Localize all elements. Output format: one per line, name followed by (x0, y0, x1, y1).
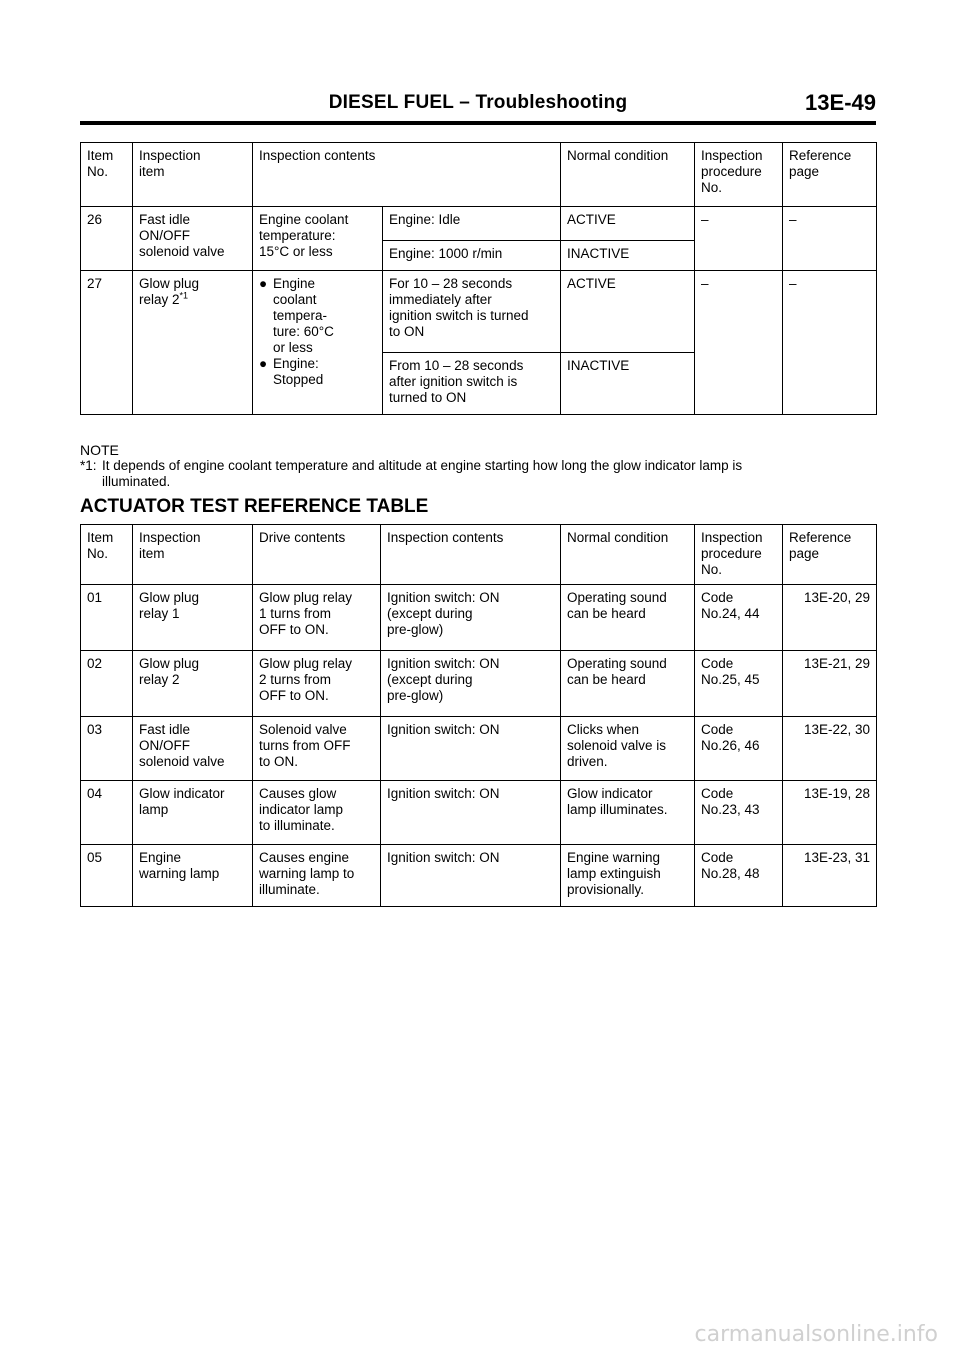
cell-reference: 13E-22, 30 (783, 717, 877, 781)
bullet-icon: ● (259, 276, 268, 291)
cell-procedure: – (695, 207, 783, 271)
table-row (81, 271, 877, 353)
page-title: DIESEL FUEL – Troubleshooting (328, 92, 628, 113)
table-header-row (81, 143, 877, 207)
cell-normal-condition: Operating sound can be heard (561, 585, 695, 651)
cell-reference: 13E-19, 28 (783, 781, 877, 845)
cell-procedure: Code No.24, 44 (695, 585, 783, 651)
cell-inspection-item (133, 271, 253, 415)
cell-normal: INACTIVE (561, 353, 695, 415)
header-inspection-contents: Inspection contents (253, 143, 561, 207)
header-inspection-contents: Inspection contents (381, 525, 561, 585)
condition-bullet (259, 276, 376, 356)
note-mark: *1: (80, 458, 97, 473)
header-drive-contents: Drive contents (253, 525, 381, 585)
cell-inspection-item: Glow indicator lamp (133, 781, 253, 845)
header-rule (80, 121, 876, 125)
cell-procedure: Code No.25, 45 (695, 651, 783, 717)
cell-item-no: 04 (81, 781, 133, 845)
cell-item-no: 05 (81, 845, 133, 907)
note-label: NOTE (80, 442, 119, 458)
cell-normal: ACTIVE (561, 207, 695, 241)
cell-normal-condition: Operating sound can be heard (561, 651, 695, 717)
cell-reference: 13E-20, 29 (783, 585, 877, 651)
cell-normal: ACTIVE (561, 271, 695, 353)
cell-normal: INACTIVE (561, 241, 695, 271)
cell-inspection-item: Fast idle ON/OFF solenoid valve (133, 717, 253, 781)
header-inspection-item: Inspection item (133, 143, 253, 207)
cell-procedure: Code No.28, 48 (695, 845, 783, 907)
cell-contents: Engine: Idle (383, 207, 561, 241)
header-inspection-procedure: Inspection procedure No. (695, 143, 783, 207)
cell-inspection-contents: Ignition switch: ON (381, 845, 561, 907)
cell-inspection-item: Engine warning lamp (133, 845, 253, 907)
cell-procedure: – (695, 271, 783, 415)
footnote-mark: *1 (179, 290, 189, 301)
cell-normal-condition: Clicks when solenoid valve is driven. (561, 717, 695, 781)
cell-drive-contents: Glow plug relay 2 turns from OFF to ON. (253, 651, 381, 717)
table-row (81, 781, 877, 845)
cell-condition: Engine coolant temperature: 15°C or less (253, 207, 383, 271)
cell-inspection-contents: Ignition switch: ON (381, 717, 561, 781)
header-normal-condition: Normal condition (561, 525, 695, 585)
table-row (81, 717, 877, 781)
cell-reference: 13E-21, 29 (783, 651, 877, 717)
cell-contents: From 10 – 28 seconds after ignition switch is turned to ON (383, 353, 561, 415)
cell-item-no: 27 (81, 271, 133, 415)
bullet-icon: ● (259, 356, 268, 371)
cell-condition (253, 271, 383, 415)
cell-normal-condition: Engine warning lamp extinguish provisionally. (561, 845, 695, 907)
cell-reference: 13E-23, 31 (783, 845, 877, 907)
inspection-item-text: Glow plug relay 2 (139, 276, 200, 307)
bullet-text: Engine coolant tempera- ture: 60°C or less (273, 276, 334, 355)
page-number: 13E-49 (805, 90, 876, 115)
cell-reference: – (783, 271, 877, 415)
actuator-test-table (80, 524, 877, 907)
cell-item-no: 26 (81, 207, 133, 271)
bullet-text: Engine: Stopped (273, 356, 324, 387)
table-row (81, 651, 877, 717)
note-body-cont: illuminated. (102, 474, 171, 489)
header-inspection-procedure: Inspection procedure No. (695, 525, 783, 585)
cell-inspection-item: Glow plug relay 2 (133, 651, 253, 717)
table-row (81, 207, 877, 241)
header-inspection-item: Inspection item (133, 525, 253, 585)
cell-contents: For 10 – 28 seconds immediately after ignition switch is turned to ON (383, 271, 561, 353)
cell-item-no: 01 (81, 585, 133, 651)
page-header (80, 88, 876, 120)
header-normal-condition: Normal condition (561, 143, 695, 207)
cell-inspection-item: Fast idle ON/OFF solenoid valve (133, 207, 253, 271)
cell-procedure: Code No.26, 46 (695, 717, 783, 781)
header-item-no: Item No. (81, 143, 133, 207)
cell-item-no: 03 (81, 717, 133, 781)
cell-inspection-item: Glow plug relay 1 (133, 585, 253, 651)
cell-contents: Engine: 1000 r/min (383, 241, 561, 271)
cell-drive-contents: Glow plug relay 1 turns from OFF to ON. (253, 585, 381, 651)
cell-reference: – (783, 207, 877, 271)
cell-item-no: 02 (81, 651, 133, 717)
section-title: ACTUATOR TEST REFERENCE TABLE (80, 496, 429, 517)
cell-inspection-contents: Ignition switch: ON (except during pre-glow) (381, 651, 561, 717)
watermark: carmanualsonline.info (694, 1322, 938, 1347)
cell-procedure: Code No.23, 43 (695, 781, 783, 845)
cell-normal-condition: Glow indicator lamp illuminates. (561, 781, 695, 845)
header-reference-page: Reference page (783, 525, 877, 585)
table-row (81, 585, 877, 651)
table-header-row (81, 525, 877, 585)
cell-drive-contents: Causes engine warning lamp to illuminate. (253, 845, 381, 907)
condition-bullet (259, 356, 376, 388)
header-reference-page: Reference page (783, 143, 877, 207)
cell-inspection-contents: Ignition switch: ON (381, 781, 561, 845)
cell-drive-contents: Causes glow indicator lamp to illuminate. (253, 781, 381, 845)
note-body: It depends of engine coolant temperature and altitude at engine starting how long the glow indicator lamp is (102, 458, 743, 473)
header-item-no: Item No. (81, 525, 133, 585)
inspection-table (80, 142, 877, 415)
table-row (81, 845, 877, 907)
cell-drive-contents: Solenoid valve turns from OFF to ON. (253, 717, 381, 781)
cell-inspection-contents: Ignition switch: ON (except during pre-glow) (381, 585, 561, 651)
note-text (80, 458, 880, 490)
